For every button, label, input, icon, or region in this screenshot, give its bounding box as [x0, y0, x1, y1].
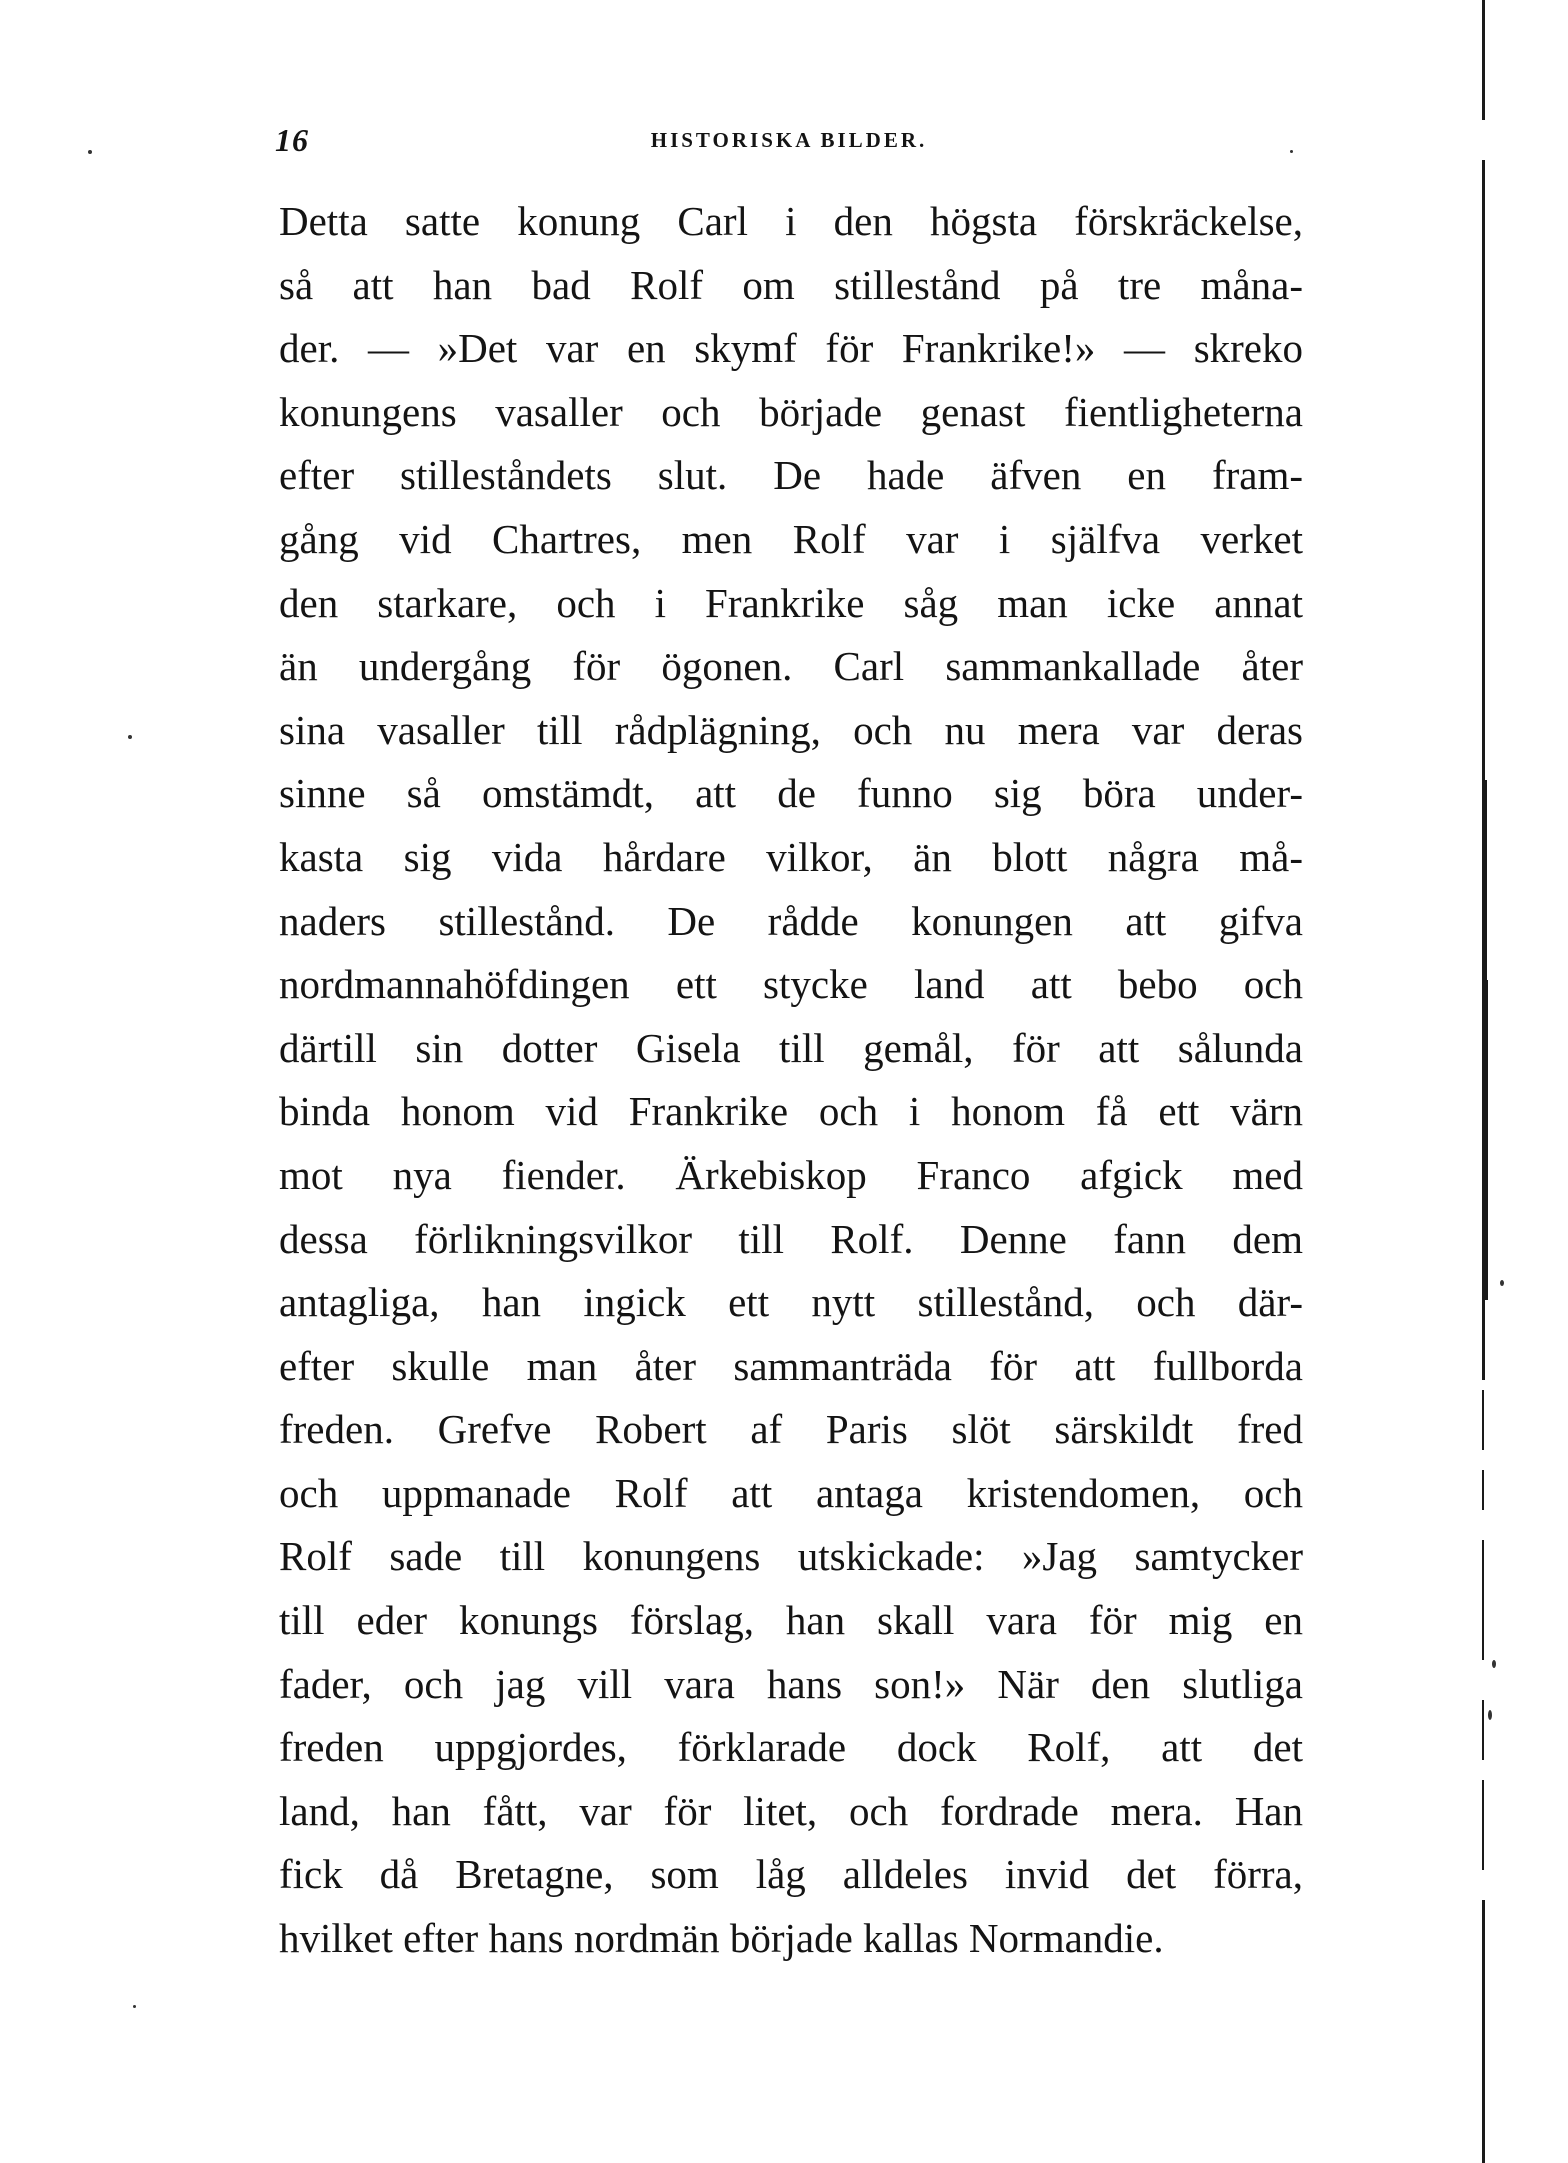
binding-edge-shadow — [1482, 0, 1488, 2163]
text-line: mot nya fiender. Ärkebiskop Franco afgick med — [279, 1151, 1303, 1198]
scan-speck — [1290, 150, 1293, 153]
text-line: der. — »Det var en skymf för Frankrike!» — skreko — [279, 325, 1303, 372]
running-head — [275, 122, 1303, 162]
scan-speck — [133, 2005, 136, 2008]
text-line: sina vasaller till rådplägning, och nu mera var deras — [279, 706, 1303, 753]
text-line: så att han bad Rolf om stillestånd på tre måna- — [279, 261, 1303, 308]
text-line: land, han fått, var för litet, och fordrade mera. Han — [279, 1787, 1303, 1834]
text-line: och uppmanade Rolf att antaga kristendomen, och — [279, 1469, 1303, 1516]
text-line: hvilket efter hans nordmän började kallas Normandie. — [279, 1915, 1164, 1962]
scan-speck — [1500, 1280, 1504, 1286]
text-line: den starkare, och i Frankrike såg man icke annat — [279, 579, 1303, 626]
text-line: sinne så omstämdt, att de funno sig böra under- — [279, 770, 1303, 817]
text-line: freden uppgjordes, förklarade dock Rolf, att det — [279, 1724, 1303, 1771]
text-line: än undergång för ögonen. Carl sammankallade åter — [279, 643, 1303, 690]
text-line: antagliga, han ingick ett nytt stillestånd, och där- — [279, 1279, 1303, 1326]
running-title: HISTORISKA BILDER. — [650, 128, 928, 152]
scan-speck — [88, 150, 92, 154]
text-line: dessa förlikningsvilkor till Rolf. Denne fann dem — [279, 1215, 1303, 1262]
text-line: binda honom vid Frankrike och i honom få ett värn — [279, 1088, 1303, 1135]
text-line: kasta sig vida hårdare vilkor, än blott några må- — [279, 833, 1303, 880]
scan-speck — [1492, 1660, 1496, 1668]
text-line: därtill sin dotter Gisela till gemål, för att sålunda — [279, 1024, 1303, 1071]
text-line: fick då Bretagne, som låg alldeles invid det förra, — [279, 1851, 1303, 1898]
page-number: 16 — [275, 122, 309, 158]
scan-speck — [1488, 1710, 1492, 1720]
text-line: Detta satte konung Carl i den högsta förskräckelse, — [279, 198, 1303, 244]
text-line: fader, och jag vill vara hans son!» När den slutliga — [279, 1660, 1303, 1707]
text-line: efter stilleståndets slut. De hade äfven en fram- — [279, 452, 1303, 499]
text-line: efter skulle man åter sammanträda för att fullborda — [279, 1342, 1303, 1389]
body-text — [279, 190, 1303, 1971]
text-line: freden. Grefve Robert af Paris slöt särskildt fred — [279, 1406, 1303, 1453]
text-line: konungens vasaller och började genast fientligheterna — [279, 388, 1303, 435]
text-line: gång vid Chartres, men Rolf var i själfva verket — [279, 515, 1303, 562]
text-line: naders stillestånd. De rådde konungen att gifva — [279, 897, 1303, 944]
scan-speck — [128, 735, 132, 739]
text-line: Rolf sade till konungens utskickade: »Jag samtycker — [279, 1533, 1303, 1580]
text-line: nordmannahöfdingen ett stycke land att bebo och — [279, 961, 1303, 1008]
text-line: till eder konungs förslag, han skall vara för mig en — [279, 1597, 1303, 1644]
